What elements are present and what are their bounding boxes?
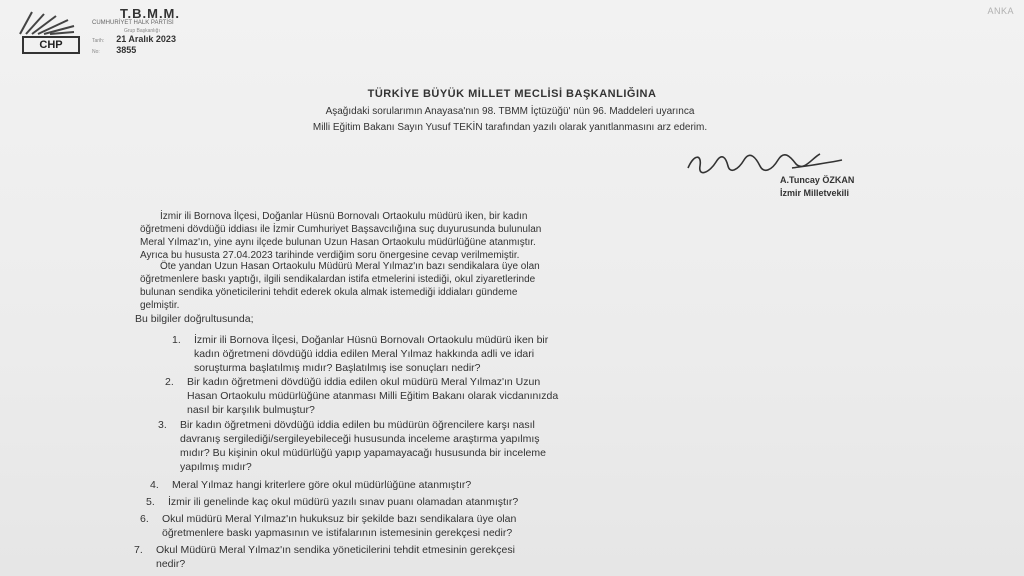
number-label: No: — [92, 49, 100, 55]
question-line: İzmir ili Bornova İlçesi, Doğanlar Hüsnü Bornovalı Ortaokulu müdürü iken bir — [194, 334, 549, 346]
question-line: Okul Müdürü Meral Yılmaz'ın sendika yöneticilerini tehdit etmesinin gerekçesi — [156, 544, 515, 556]
question-number: 1. — [172, 334, 181, 346]
party-name: CUMHURİYET HALK PARTİSİ — [92, 20, 174, 26]
number-row — [92, 45, 136, 55]
question-3 — [158, 418, 546, 474]
paragraph-line: Meral Yılmaz'ın, yine aynı ilçede bulunan Uzun Hasan Ortaokulu müdürlüğüne atanmıştır. — [140, 237, 536, 248]
question-line: Bir kadın öğretmeni dövdüğü iddia edilen okul müdürü Meral Yılmaz'ın Uzun — [187, 376, 541, 388]
question-number: 5. — [146, 496, 155, 508]
date-value: 21 Aralık 2023 — [116, 34, 176, 44]
paragraph-line: öğretmeni dövdüğü iddiası ile İzmir Cumhuriyet Başsavcılığına suç duyurusunda bulunulan — [140, 224, 542, 235]
question-4 — [150, 478, 471, 492]
question-line: kadın öğretmeni dövdüğü iddia edilen Meral Yılmaz hakkında adli ve idari — [194, 348, 535, 360]
question-line: nasıl bir karşılık bulmuştur? — [187, 404, 315, 416]
paragraph-line: İzmir ili Bornova İlçesi, Doğanlar Hüsnü Bornovalı Ortaokulu müdürü iken, bir kadın — [160, 211, 528, 222]
watermark: ANKA — [987, 6, 1014, 16]
chp-logo — [12, 8, 82, 51]
party-subtitle: Grup Başkanlığı — [124, 28, 160, 34]
date-label: Tarih: — [92, 38, 105, 44]
document-heading: TÜRKİYE BÜYÜK MİLLET MECLİSİ BAŞKANLIĞINA — [367, 88, 657, 100]
question-number: 6. — [140, 513, 149, 525]
question-line: mıdır? Bu kişinin okul müdürlüğü yapıp yapamayacağı hususunda bir inceleme — [180, 447, 546, 459]
intro-line: Aşağıdaki sorularımın Anayasa'nın 98. TBMM İçtüzüğü' nün 96. Maddeleri uyarınca — [325, 106, 695, 117]
question-line: nedir? — [156, 558, 186, 570]
signer-block — [780, 174, 854, 200]
date-row — [92, 34, 176, 44]
paragraph-2 — [140, 260, 910, 312]
signer-name: A.Tuncay ÖZKAN — [780, 175, 855, 185]
logo-text: CHP — [22, 36, 80, 54]
question-line: İzmir ili genelinde kaç okul müdürü yazılı sınav puanı olamadan atanmıştır? — [168, 496, 519, 508]
question-number: 3. — [158, 419, 167, 431]
question-line: Okul müdürü Meral Yılmaz'ın hukuksuz bir şekilde bazı sendikalara üye olan — [162, 513, 517, 525]
paragraph-line: öğretmenlere baskı yaptığı, ilgili sendikalardan istifa etmelerini istediği, okul ziyaretlerinde — [140, 274, 536, 285]
paragraph-1 — [140, 210, 910, 262]
question-number: 4. — [150, 479, 159, 491]
question-1 — [172, 333, 548, 375]
question-line: Hasan Ortaokulu müdürlüğüne atanması Milli Eğitim Bakanı olarak vicdanınızda — [187, 390, 559, 402]
signer-title: İzmir Milletvekili — [780, 188, 850, 198]
logo-rays-icon — [18, 10, 76, 36]
question-line: Meral Yılmaz hangi kriterlere göre okul müdürlüğüne atanmıştır? — [172, 479, 472, 491]
question-7 — [134, 543, 515, 571]
question-6 — [140, 512, 516, 540]
institution-name: T.B.M.M. — [120, 6, 180, 21]
question-line: Bir kadın öğretmeni dövdüğü iddia edilen bu müdürün öğrencilere karşı nasıl — [180, 419, 535, 431]
question-line: soruşturma başlatılmış mıdır? Başlatılmış ise sonuçları nedir? — [194, 362, 481, 374]
question-2 — [165, 375, 558, 417]
question-number: 2. — [165, 376, 174, 388]
number-value: 3855 — [116, 45, 137, 55]
paragraph-line: gelmiştir. — [140, 300, 180, 311]
question-5 — [146, 495, 518, 509]
intro-text — [110, 104, 910, 136]
questions-lead: Bu bilgiler doğrultusunda; — [135, 313, 254, 325]
intro-line: Milli Eğitim Bakanı Sayın Yusuf TEKİN tarafından yazılı olarak yanıtlanmasını arz ederim. — [312, 122, 708, 133]
question-line: yapılmış mıdır? — [180, 461, 252, 473]
question-number: 7. — [134, 544, 143, 556]
question-line: davranış sergilediği/sergileyebileceği hususunda inceleme araştırma yapılmış — [180, 433, 540, 445]
question-line: öğretmenlere baskı yapmasının ve istifalarının istemesinin gerekçesi nedir? — [162, 527, 513, 539]
paragraph-line: bulunan sendika yöneticilerini tehdit ederek okula almak istemediği iddiaları gündeme — [140, 287, 518, 298]
paragraph-line: Ayrıca bu hususta 27.04.2023 tarihinde verdiğim soru önergesine cevap verilmemiştir. — [140, 250, 520, 261]
paragraph-line: Öte yandan Uzun Hasan Ortaokulu Müdürü Meral Yılmaz'ın bazı sendikalara üye olan — [160, 261, 540, 272]
